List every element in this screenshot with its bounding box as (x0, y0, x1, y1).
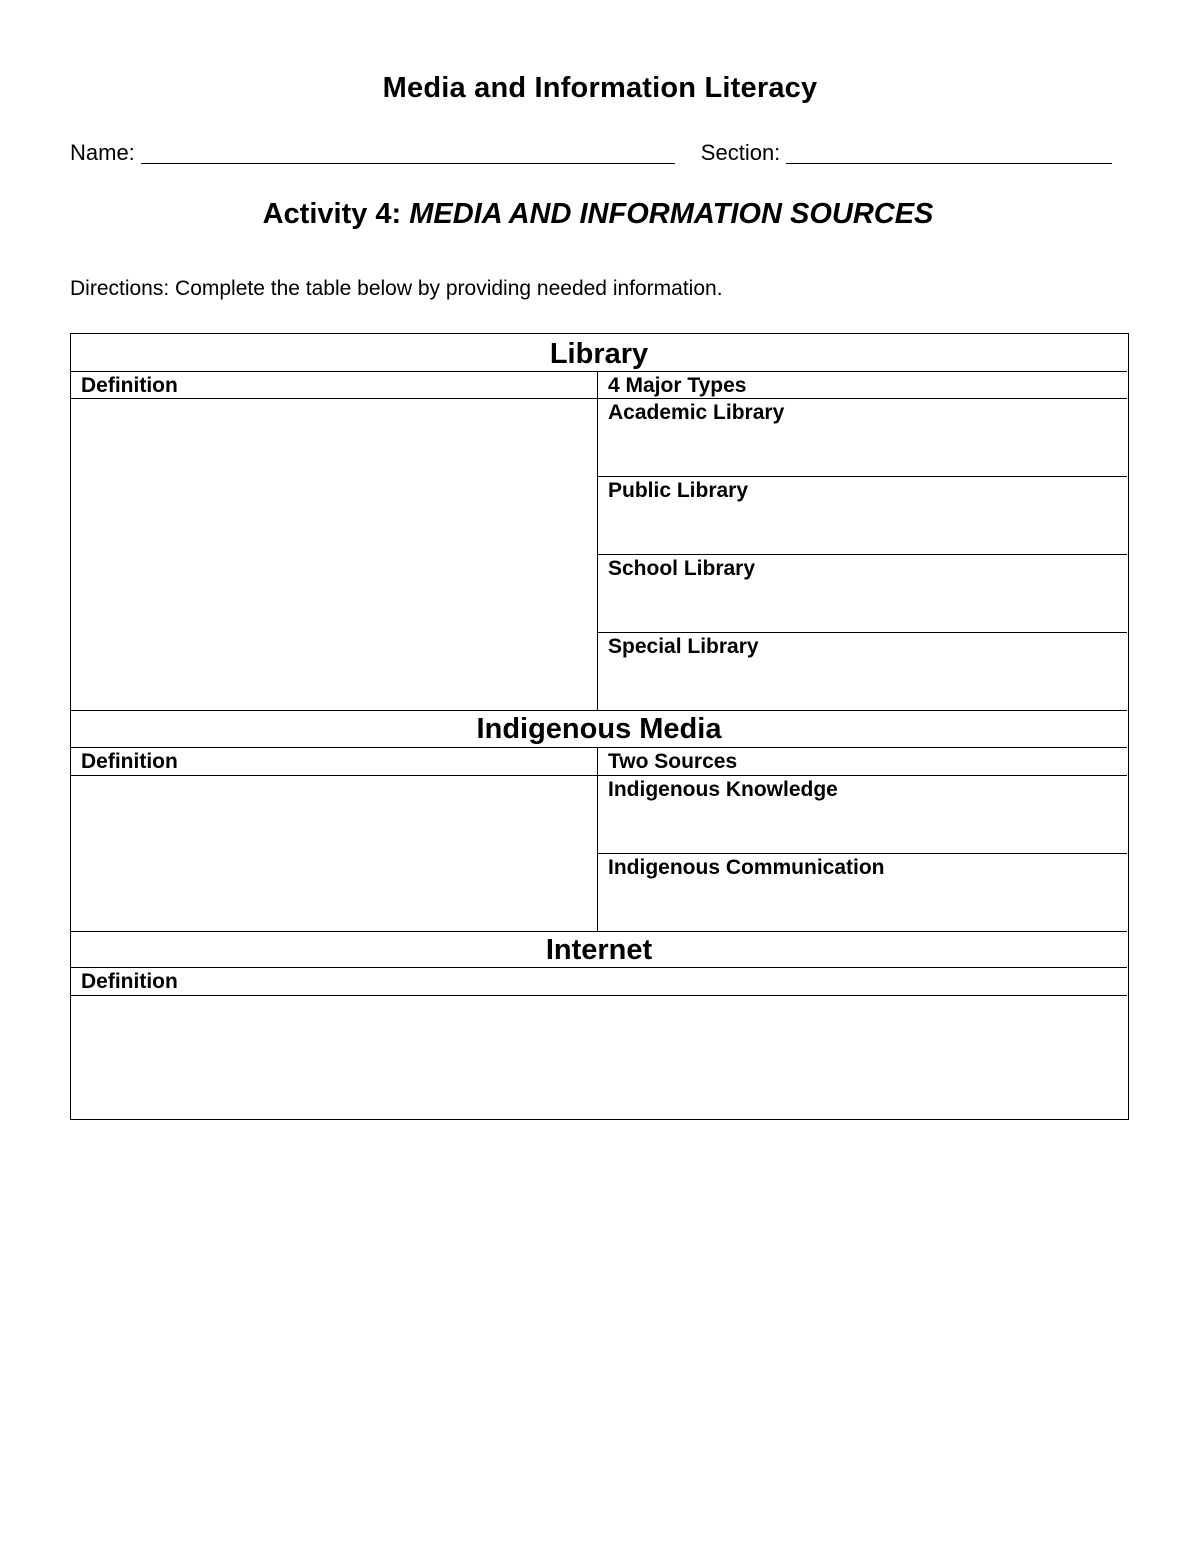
library-heading: Library (549, 338, 649, 370)
divider (71, 398, 1127, 399)
library-definition-answer[interactable] (71, 400, 597, 710)
name-blank[interactable] (141, 141, 675, 164)
divider (71, 995, 1127, 996)
library-type-label: Academic Library (608, 401, 785, 424)
library-type-school[interactable] (598, 556, 1127, 633)
indigenous-source-label: Indigenous Communication (608, 856, 885, 879)
divider (71, 747, 1127, 748)
activity-title (0, 198, 1196, 231)
section-blank[interactable] (786, 141, 1112, 164)
indigenous-source-communication[interactable] (598, 855, 1127, 931)
indigenous-sources-label: Two Sources (608, 750, 738, 773)
page-title: Media and Information Literacy (382, 72, 818, 104)
activity-prefix: Activity 4: (262, 198, 402, 230)
divider (71, 967, 1127, 968)
library-type-public[interactable] (598, 478, 1127, 555)
library-type-label: School Library (608, 557, 756, 580)
indigenous-source-label: Indigenous Knowledge (608, 778, 838, 801)
indigenous-heading: Indigenous Media (476, 713, 722, 745)
indigenous-definition-label: Definition (81, 750, 178, 773)
section-label: Section: (700, 140, 781, 165)
internet-definition-label: Definition (81, 970, 178, 993)
indigenous-source-knowledge[interactable] (598, 777, 1127, 853)
library-type-label: Public Library (608, 479, 749, 502)
divider (598, 632, 1127, 633)
divider (598, 853, 1127, 854)
divider (71, 775, 1127, 776)
library-type-label: Special Library (608, 635, 759, 658)
sources-table (70, 333, 1129, 1120)
name-section-line (70, 140, 1130, 166)
name-label: Name: (70, 140, 135, 165)
library-definition-label: Definition (81, 374, 178, 397)
internet-definition-answer[interactable] (71, 997, 1127, 1118)
divider (598, 554, 1127, 555)
divider (598, 476, 1127, 477)
divider (71, 371, 1127, 372)
directions: Directions: Complete the table below by providing needed information. (70, 277, 723, 300)
internet-heading: Internet (545, 934, 653, 966)
indigenous-definition-answer[interactable] (71, 777, 597, 931)
library-type-special[interactable] (598, 634, 1127, 710)
activity-subtitle: MEDIA AND INFORMATION SOURCES (409, 198, 934, 230)
library-type-academic[interactable] (598, 400, 1127, 477)
library-types-label: 4 Major Types (608, 374, 747, 397)
